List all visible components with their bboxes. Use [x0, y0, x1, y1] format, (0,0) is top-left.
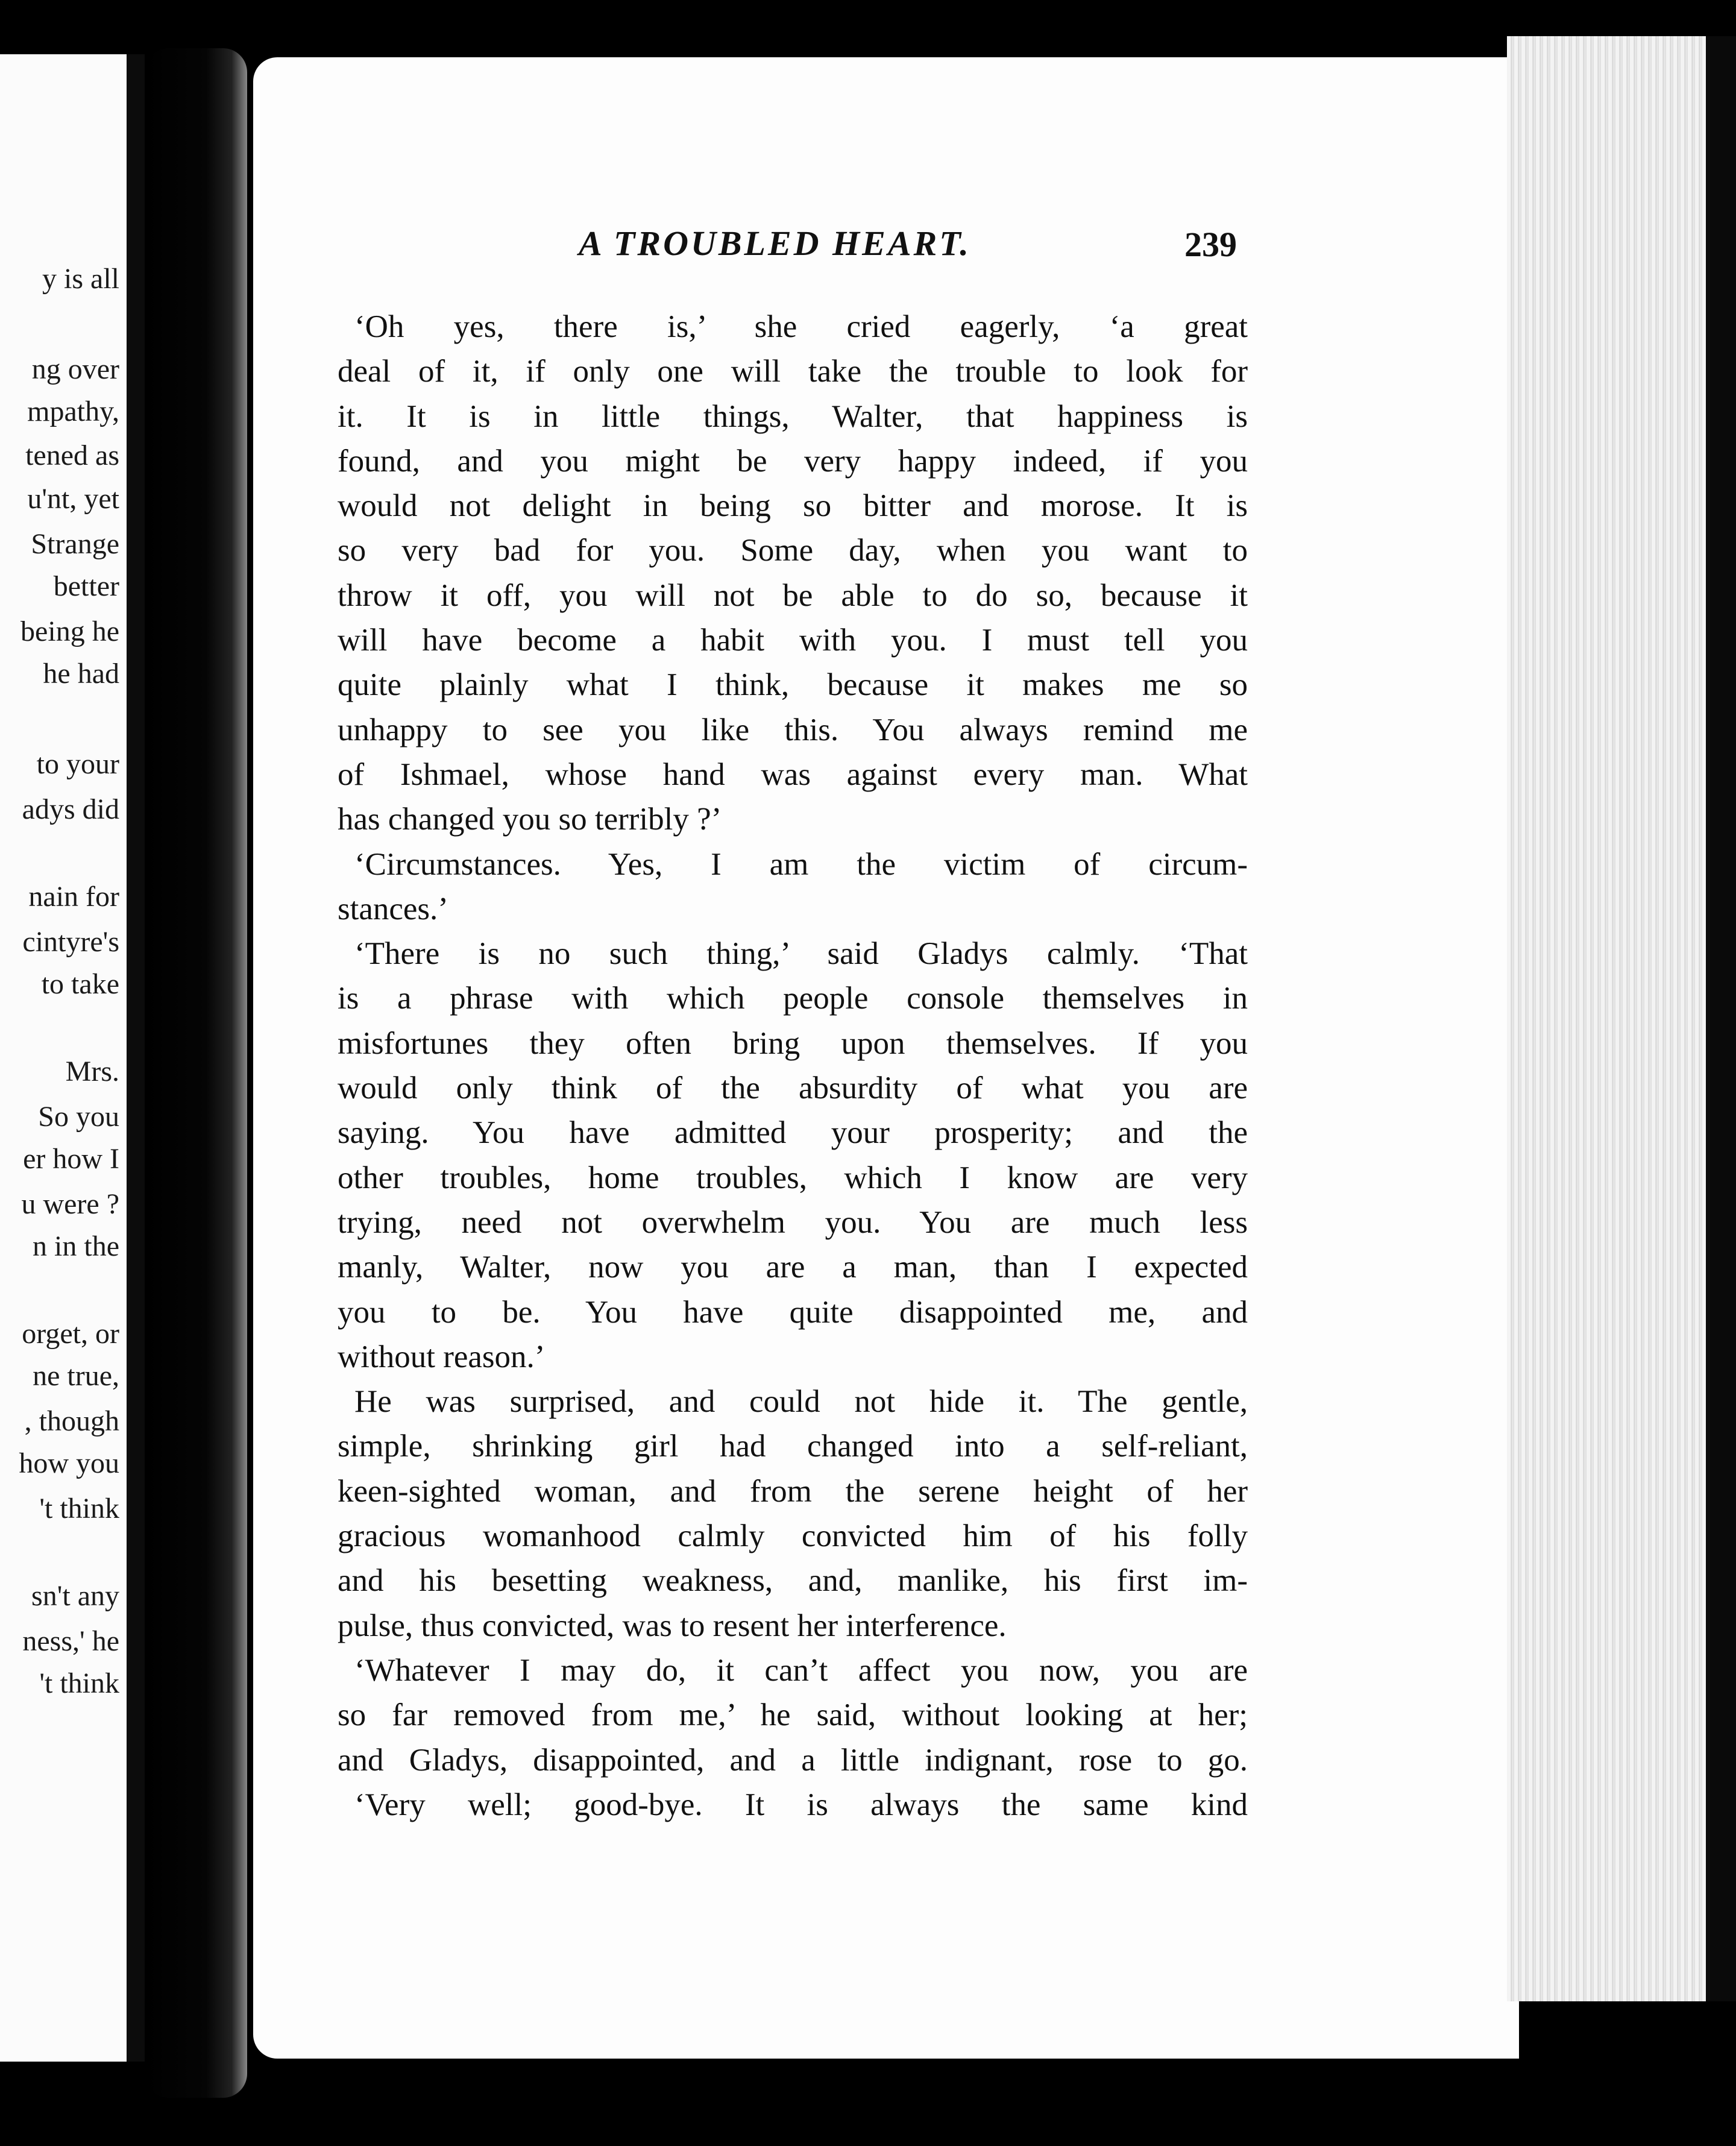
- left-page-text: y is all: [42, 263, 119, 295]
- text-line: would not delight in being so bitter and morose. It is: [338, 488, 1248, 524]
- text-line: gracious womanhood calmly convicted him of his folly: [338, 1518, 1248, 1554]
- text-line: and his besetting weakness, and, manlike, his first im-: [338, 1563, 1248, 1599]
- text-line: ‘Whatever I may do, it can’t affect you now, you are: [354, 1652, 1248, 1688]
- left-page-text: Mrs.: [65, 1056, 119, 1087]
- text-line: ‘Circumstances. Yes, I am the victim of circum-: [354, 846, 1248, 882]
- left-page-text: So you: [38, 1101, 119, 1133]
- left-page-text: to your: [36, 748, 119, 780]
- left-page-text: he had: [43, 658, 119, 690]
- left-page-text: better: [53, 570, 119, 602]
- text-line: pulse, thus convicted, was to resent her interference.: [338, 1608, 1007, 1643]
- body-text: [338, 304, 1248, 1827]
- text-line: throw it off, you will not be able to do so, because it: [338, 577, 1248, 613]
- text-line: without reason.’: [338, 1339, 546, 1374]
- text-line: manly, Walter, now you are a man, than I expected: [338, 1250, 1248, 1285]
- text-line: found, and you might be very happy indeed, if you: [338, 443, 1248, 479]
- text-line: has changed you so terribly ?’: [338, 802, 722, 837]
- text-line: of Ishmael, whose hand was against every man. What: [338, 757, 1248, 792]
- text-line: ‘Oh yes, there is,’ she cried eagerly, ‘a great: [354, 309, 1248, 344]
- text-line: deal of it, if only one will take the trouble to look for: [338, 354, 1248, 389]
- text-line: He was surprised, and could not hide it. The gentle,: [354, 1384, 1248, 1420]
- left-page-text: er how I: [23, 1143, 119, 1175]
- edge-shadow: [1706, 36, 1736, 2001]
- text-line: so far removed from me,’ he said, without looking at her;: [338, 1698, 1248, 1733]
- text-line: it. It is in little things, Walter, that happiness is: [338, 398, 1248, 434]
- left-page-text: adys did: [22, 793, 119, 825]
- left-page-text: to take: [41, 968, 119, 1000]
- previous-page-fragment: [0, 54, 145, 2062]
- text-line: simple, shrinking girl had changed into a self-reliant,: [338, 1429, 1248, 1464]
- text-line: ‘There is no such thing,’ said Gladys calmly. ‘That: [354, 936, 1248, 972]
- text-line: trying, need not overwhelm you. You are much less: [338, 1204, 1248, 1240]
- left-page-text: orget, or: [22, 1318, 119, 1350]
- text-line: unhappy to see you like this. You always remind me: [338, 712, 1248, 747]
- page-number: 239: [1184, 225, 1237, 264]
- text-line: quite plainly what I think, because it makes me so: [338, 667, 1248, 703]
- text-line: would only think of the absurdity of what you are: [338, 1071, 1248, 1106]
- left-page-text: 't think: [39, 1493, 119, 1525]
- running-head: A TROUBLED HEART.: [579, 224, 971, 263]
- left-page-text: cintyre's: [22, 926, 119, 958]
- text-line: will have become a habit with you. I must tell you: [338, 623, 1248, 658]
- left-page-text: Strange: [31, 528, 119, 560]
- left-page-text: sn't any: [31, 1580, 119, 1612]
- left-page-text: nain for: [28, 881, 119, 913]
- text-line: and Gladys, disappointed, and a little indignant, rose to go.: [338, 1742, 1248, 1778]
- left-page-text: tened as: [25, 439, 119, 471]
- book-gutter: [145, 48, 247, 2098]
- left-page-text: n in the: [33, 1230, 119, 1262]
- left-page-text: u were ?: [21, 1188, 119, 1220]
- left-page-text: 't think: [39, 1667, 119, 1699]
- left-page-text: how you: [19, 1447, 119, 1479]
- text-line: other troubles, home troubles, which I know are very: [338, 1160, 1248, 1195]
- text-line: misfortunes they often bring upon themselves. If you: [338, 1025, 1248, 1061]
- left-page-text: mpathy,: [27, 395, 119, 427]
- text-line: stances.’: [338, 891, 448, 927]
- left-page-text: being he: [20, 615, 119, 647]
- text-line: you to be. You have quite disappointed me, and: [338, 1294, 1248, 1330]
- left-page-text: ng over: [31, 353, 119, 385]
- left-page-text: ness,' he: [22, 1625, 119, 1657]
- text-line: ‘Very well; good-bye. It is always the same kind: [354, 1787, 1248, 1822]
- text-line: is a phrase with which people console themselves in: [338, 981, 1248, 1016]
- left-page-text: u'nt, yet: [27, 483, 119, 515]
- page-edges: [1507, 36, 1706, 2001]
- text-line: saying. You have admitted your prosperity; and the: [338, 1115, 1248, 1151]
- left-page-text: , though: [24, 1405, 119, 1437]
- text-line: keen-sighted woman, and from the serene height of her: [338, 1473, 1248, 1509]
- left-page-text: ne true,: [33, 1360, 119, 1392]
- text-line: so very bad for you. Some day, when you want to: [338, 533, 1248, 568]
